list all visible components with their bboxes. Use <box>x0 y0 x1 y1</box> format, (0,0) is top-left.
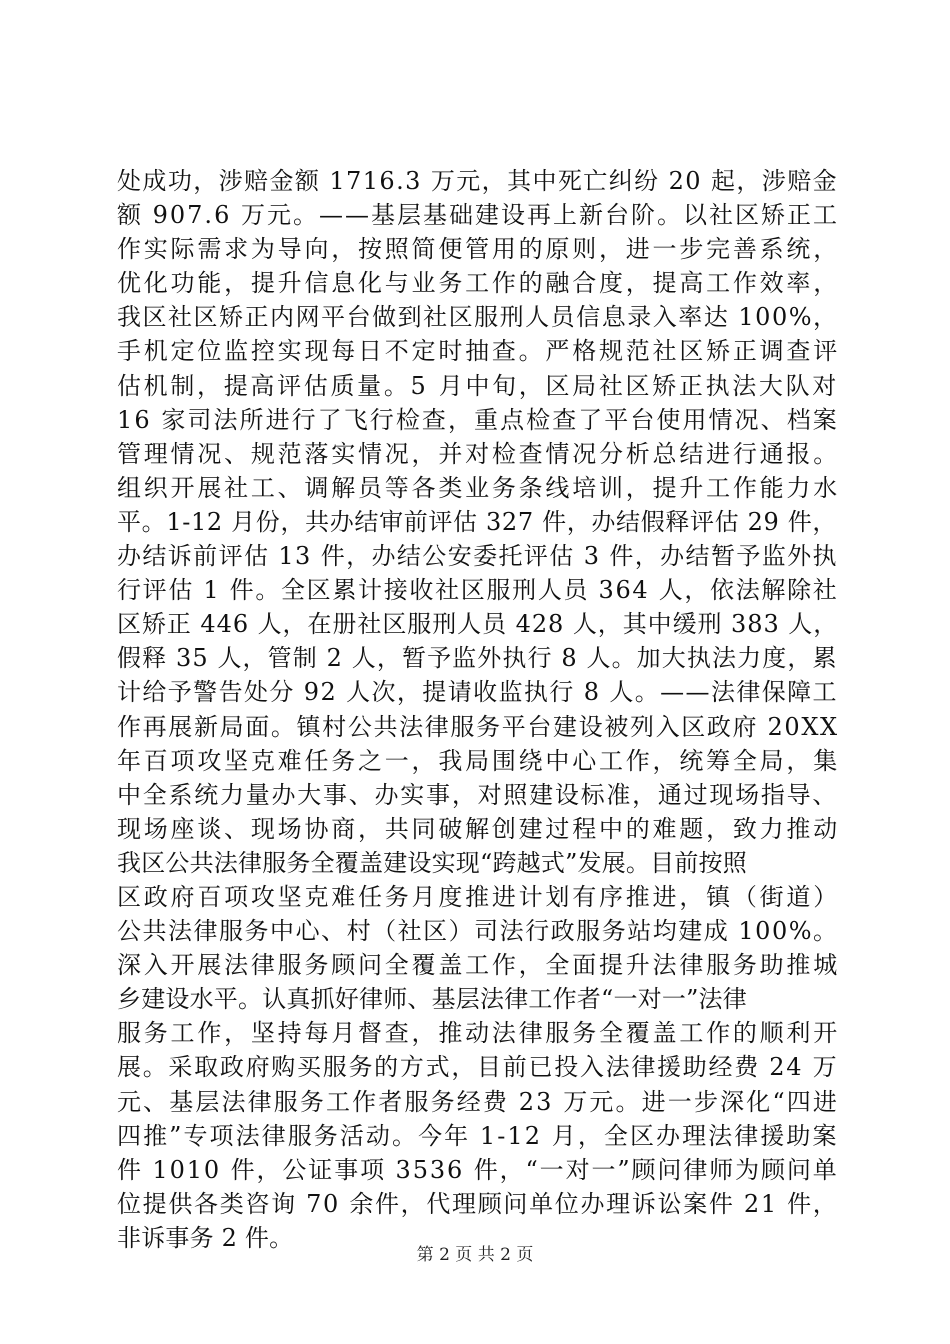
text-line: 我区公共法律服务全覆盖建设实现“跨越式”发展。目前按照 <box>117 848 747 877</box>
text-line: 区政府百项攻坚克难任务月度推进计划有序推进，镇（街道） <box>117 882 840 911</box>
body-text <box>117 164 840 1255</box>
text-line: 16 家司法所进行了飞行检查，重点检查了平台使用情况、档案 <box>117 405 839 434</box>
text-line: 办结诉前评估 13 件，办结公安委托评估 3 件，办结暂予监外执 <box>117 542 838 571</box>
text-line: 假释 35 人，管制 2 人，暂予监外执行 8 人。加大执法力度，累 <box>117 644 838 673</box>
text-line: 深入开展法律服务顾问全覆盖工作，全面提升法律服务助推城 <box>117 951 840 980</box>
text-line: 计给予警告处分 92 人次，提请收监执行 8 人。——法律保障工 <box>117 678 838 707</box>
text-line: 元、基层法律服务工作者服务经费 23 万元。进一步深化“四进 <box>117 1087 839 1116</box>
text-line: 四推”专项法律服务活动。今年 1-12 月，全区办理法律援助案 <box>117 1121 839 1150</box>
text-line: 作再展新局面。镇村公共法律服务平台建设被列入区政府 20XX <box>117 712 839 741</box>
text-line: 平。1-12 月份，共办结审前评估 327 件，办结假释评估 29 件， <box>117 507 838 536</box>
text-line: 非诉事务 2 件。 <box>117 1223 294 1252</box>
text-line: 公共法律服务中心、村（社区）司法行政服务站均建成 100%。 <box>117 917 839 946</box>
page-footer: 第 2 页 共 2 页 <box>416 1245 534 1265</box>
text-line: 优化功能，提升信息化与业务工作的融合度，提高工作效率， <box>117 269 840 298</box>
text-line: 位提供各类咨询 70 余件，代理顾问单位办理诉讼案件 21 件， <box>117 1189 839 1218</box>
text-line: 处成功，涉赔金额 1716.3 万元，其中死亡纠纷 20 起，涉赔金 <box>117 167 839 195</box>
text-line: 现场座谈、现场协商，共同破解创建过程中的难题，致力推动 <box>117 814 840 843</box>
text-line: 服务工作，坚持每月督查，推动法律服务全覆盖工作的顺利开 <box>117 1019 840 1048</box>
text-line: 组织开展社工、调解员等各类业务条线培训，提升工作能力水 <box>117 473 840 502</box>
text-line: 件 1010 件，公证事项 3536 件，“一对一”顾问律师为顾问单 <box>117 1155 839 1184</box>
text-line: 手机定位监控实现每日不定时抽查。严格规范社区矫正调查评 <box>117 337 840 366</box>
text-line: 行评估 1 件。全区累计接收社区服刑人员 364 人，依法解除社 <box>117 576 839 605</box>
text-line: 中全系统力量办大事、办实事，对照建设标准，通过现场指导、 <box>117 780 839 809</box>
text-line: 作实际需求为导向，按照简便管用的原则，进一步完善系统， <box>117 235 840 264</box>
text-line: 管理情况、规范落实情况，并对检查情况分析总结进行通报。 <box>117 439 840 468</box>
text-line: 额 907.6 万元。——基层基础建设再上新台阶。以社区矫正工 <box>117 201 839 230</box>
text-line: 乡建设水平。认真抓好律师、基层法律工作者“一对一”法律 <box>117 985 747 1014</box>
text-line: 估机制，提高评估质量。5 月中旬，区局社区矫正执法大队对 <box>117 371 839 400</box>
text-line: 展。采取政府购买服务的方式，目前已投入法律援助经费 24 万 <box>117 1053 839 1082</box>
text-line: 我区社区矫正内网平台做到社区服刑人员信息录入率达 100%， <box>117 303 839 332</box>
text-line: 区矫正 446 人，在册社区服刑人员 428 人，其中缓刑 383 人， <box>117 610 839 639</box>
text-line: 年百项攻坚克难任务之一，我局围绕中心工作，统筹全局，集 <box>117 746 840 775</box>
